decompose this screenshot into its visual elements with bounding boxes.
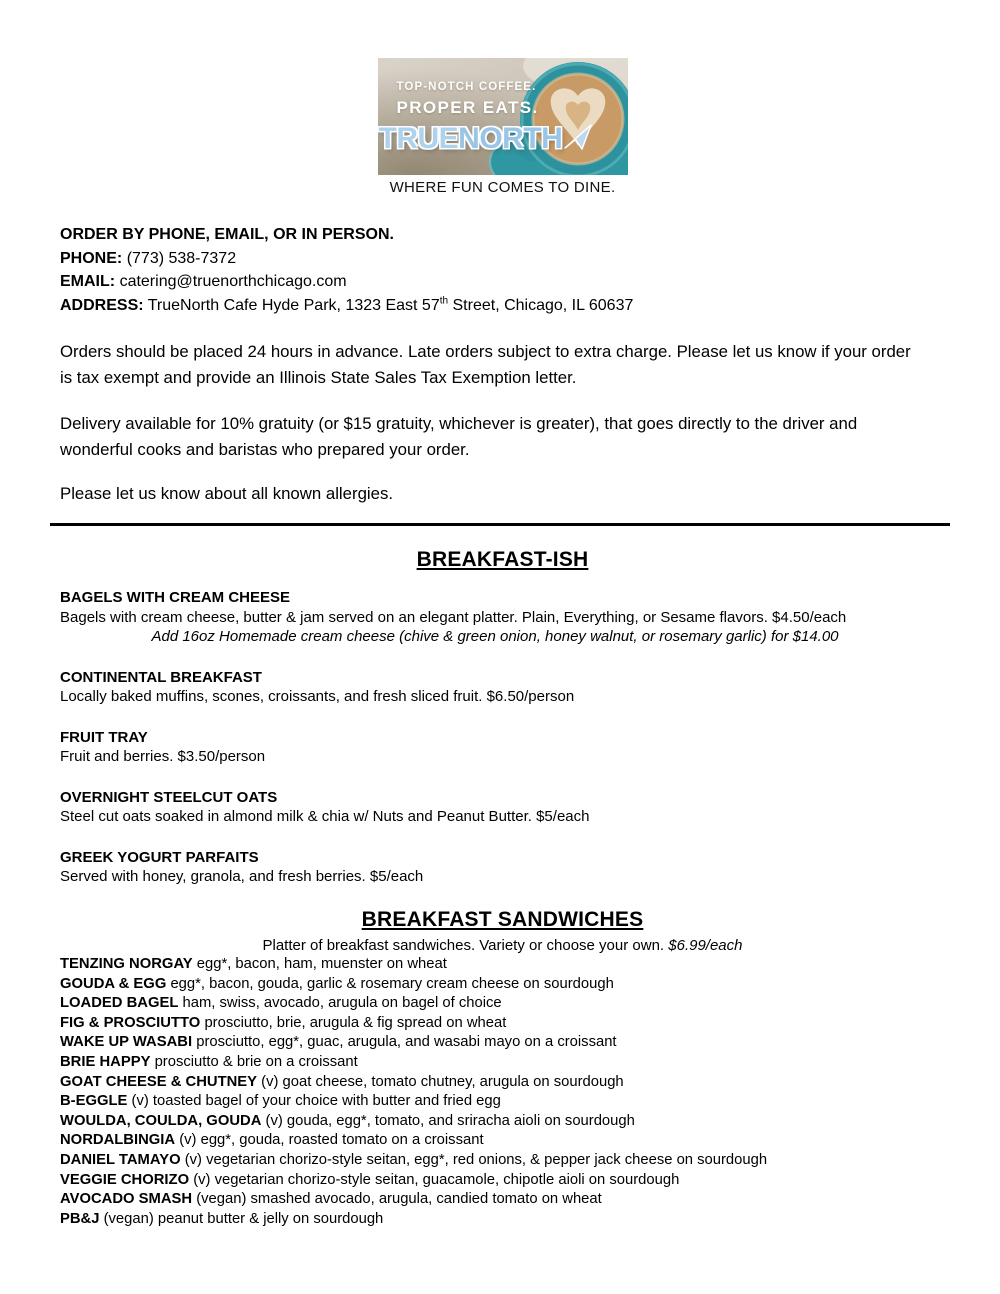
menu-item-description: prosciutto, brie, arugula & fig spread on wheat	[204, 1014, 507, 1031]
menu-item-note: Add 16oz Homemade cream cheese (chive & green onion, honey walnut, or rosemary garlic) for $14.00	[151, 628, 839, 645]
menu-item	[60, 975, 945, 995]
email-label: EMAIL:	[60, 273, 116, 290]
menu-item	[60, 1092, 945, 1112]
menu-item-name: AVOCADO SMASH	[60, 1191, 193, 1208]
logo-tagline-line2: PROPER EATS.	[396, 97, 539, 117]
menu-item	[60, 588, 945, 647]
menu-item-description: Fruit and berries. $3.50/person	[60, 748, 266, 765]
menu-item-name: FIG & PROSCIUTTO	[60, 1014, 201, 1031]
menu-item-description: (v) toasted bagel of your choice with butter and fried egg	[131, 1093, 501, 1110]
menu-item-name: BRIE HAPPY	[60, 1053, 151, 1070]
address-value-start: TrueNorth Cafe Hyde Park, 1323 East 57	[147, 296, 440, 314]
sandwiches-subtitle-text: Platter of breakfast sandwiches. Variety or choose your own.	[262, 936, 669, 954]
section-title-breakfast-ish: BREAKFAST-ISH	[416, 548, 589, 571]
menu-item	[60, 728, 945, 767]
menu-item-name: PB&J	[60, 1210, 100, 1227]
menu-item-description: prosciutto & brie on a croissant	[154, 1053, 358, 1070]
menu-item	[60, 955, 945, 975]
menu-item-description: (v) goat cheese, tomato chutney, arugula on sourdough	[261, 1073, 624, 1090]
section-title-breakfast-sandwiches: BREAKFAST SANDWICHES	[361, 907, 644, 931]
allergies-paragraph: Please let us know about all known allergies.	[60, 484, 394, 503]
menu-item	[60, 994, 945, 1014]
logo	[378, 58, 628, 196]
menu-item-name: GREEK YOGURT PARFAITS	[60, 848, 259, 866]
menu-item-description: egg*, bacon, ham, muenster on wheat	[196, 956, 447, 972]
menu-item	[60, 1112, 945, 1132]
delivery-gratuity-paragraph: Delivery available for 10% gratuity (or $15 gratuity, whichever is greater), that goes directly to the driver and wonderful cooks and baristas who prepared your order.	[60, 414, 858, 459]
menu-item	[60, 1210, 945, 1230]
sandwiches-subtitle	[60, 936, 945, 956]
menu-item-name: CONTINENTAL BREAKFAST	[60, 668, 262, 686]
ordinal-suffix: th	[439, 295, 449, 307]
menu-item-description: (vegan) peanut butter & jelly on sourdough	[103, 1210, 384, 1227]
menu-item	[60, 1190, 945, 1210]
menu-item-name: WAKE UP WASABI	[60, 1034, 193, 1051]
menu-item-description: (v) vegetarian chorizo-style seitan, guacamole, chipotle aioli on sourdough	[193, 1171, 680, 1188]
menu-item-name: TENZING NORGAY	[60, 956, 193, 972]
menu-item-name: WOULDA, COULDA, GOUDA	[60, 1112, 262, 1129]
menu-item	[60, 1014, 945, 1034]
address-line	[60, 294, 945, 318]
menu-item-description: (v) vegetarian chorizo-style seitan, egg*, red onions, & pepper jack cheese on sourdough	[184, 1151, 768, 1168]
coffee-cup-photo	[378, 58, 628, 175]
logo-caption: WHERE FUN COMES TO DINE.	[389, 179, 616, 196]
menu-item-name: GOAT CHEESE & CHUTNEY	[60, 1073, 258, 1090]
contact-block	[60, 223, 945, 317]
menu-item-name: NORDALBINGIA	[60, 1132, 176, 1149]
compass-arrow-icon	[564, 124, 592, 150]
menu-item-description: (v) gouda, egg*, tomato, and sriracha aioli on sourdough	[265, 1112, 635, 1129]
order-heading: ORDER BY PHONE, EMAIL, OR IN PERSON.	[60, 226, 394, 243]
menu-item-description: Steel cut oats soaked in almond milk & chia w/ Nuts and Peanut Butter. $5/each	[60, 808, 590, 825]
logo-tagline	[397, 82, 539, 116]
phone-value: (773) 538-7372	[126, 249, 237, 267]
brand-wordmark	[379, 124, 593, 154]
phone-line	[60, 247, 945, 271]
menu-item-description: egg*, bacon, gouda, garlic & rosemary cream cheese on sourdough	[170, 975, 614, 992]
menu-item	[60, 668, 945, 707]
menu-item-name: GOUDA & EGG	[60, 975, 167, 992]
logo-image	[378, 58, 628, 175]
menu-item-description: Bagels with cream cheese, butter & jam served on an elegant platter. Plain, Everything, or Sesame flavors. $4.50/each	[60, 608, 847, 626]
menu-item-name: DANIEL TAMAYO	[60, 1151, 181, 1168]
menu-item-description: Locally baked muffins, scones, croissants, and fresh sliced fruit. $6.50/person	[60, 688, 575, 705]
menu-item	[60, 1053, 945, 1073]
menu-item-description: (v) egg*, gouda, roasted tomato on a croissant	[179, 1132, 484, 1149]
menu-item-description: ham, swiss, avocado, arugula on bagel of choice	[182, 995, 502, 1012]
ordering-policy-paragraph: Orders should be placed 24 hours in advance. Late orders subject to extra charge. Please let us know if your order is tax exempt and provide an Illinois State Sales Tax Exemption letter.	[60, 342, 911, 387]
menu-item-description: (vegan) smashed avocado, arugula, candied tomato on wheat	[196, 1191, 602, 1208]
menu-item	[60, 1171, 945, 1191]
address-label: ADDRESS:	[60, 296, 144, 314]
sandwiches-subtitle-price: $6.99/each	[668, 936, 743, 954]
brand-north: NORTH	[458, 122, 563, 155]
intro-block	[60, 339, 945, 507]
menu-item	[60, 1151, 945, 1171]
menu-item	[60, 1073, 945, 1093]
email-line	[60, 270, 945, 294]
menu-item-name: LOADED BAGEL	[60, 995, 179, 1012]
breakfast-sandwiches-items	[60, 955, 945, 1229]
menu-item-name: BAGELS WITH CREAM CHEESE	[60, 589, 291, 606]
menu-item	[60, 1131, 945, 1151]
menu-item-description: prosciutto, egg*, guac, arugula, and wasabi mayo on a croissant	[196, 1034, 617, 1051]
breakfast-ish-items	[60, 588, 945, 887]
menu-item	[60, 788, 945, 827]
phone-label: PHONE:	[60, 249, 123, 267]
menu-item-description: Served with honey, granola, and fresh berries. $5/each	[60, 868, 424, 885]
menu-item-name: FRUIT TRAY	[60, 728, 148, 746]
logo-tagline-line1: TOP-NOTCH COFFEE.	[396, 81, 537, 93]
menu-item	[60, 1033, 945, 1053]
menu-item-name: B-EGGLE	[60, 1093, 128, 1110]
address-value-end: Street, Chicago, IL 60637	[448, 296, 634, 314]
menu-item-name: OVERNIGHT STEELCUT OATS	[60, 788, 278, 806]
menu-item-name: VEGGIE CHORIZO	[60, 1171, 190, 1188]
email-value: catering@truenorthchicago.com	[119, 273, 347, 290]
menu-item	[60, 848, 945, 887]
section-divider	[50, 523, 950, 526]
brand-true: TRUE	[378, 122, 459, 155]
